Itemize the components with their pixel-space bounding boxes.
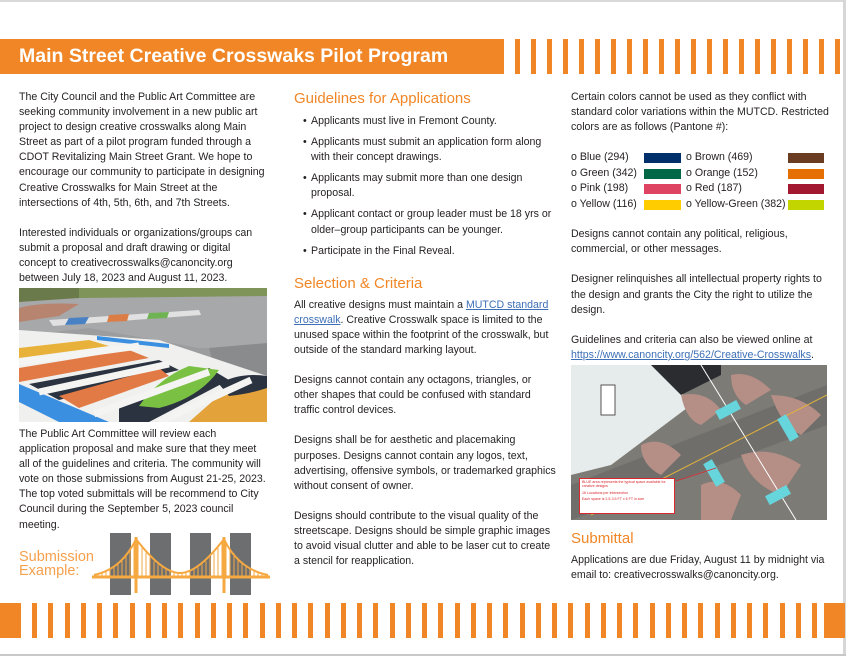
decorative-stripe — [97, 603, 102, 638]
submittal-text: Applications are due Friday, August 11 by midnight via email to: creativecrosswalks@canoncity.org. — [571, 554, 825, 582]
restricted-color-row — [571, 197, 829, 213]
decorative-stripe — [260, 603, 265, 638]
decorative-block — [0, 603, 21, 638]
column-guidelines — [294, 90, 556, 569]
map-note-line: Each space is 2.5-3.5 FT x 6 FT in size — [582, 497, 645, 502]
restricted-color-row — [571, 166, 829, 182]
submittal-heading: Submittal — [571, 530, 634, 547]
color-swatch — [788, 169, 824, 179]
decorative-stripe — [390, 603, 395, 638]
guideline-text: Applicant contact or group leader must be 18 yrs or older–group participants can be younger. — [311, 208, 552, 236]
decorative-stripe — [308, 603, 313, 638]
map-note-line: BLUE area represents the typical space available for creative designs — [582, 480, 666, 489]
column-restrictions — [571, 90, 829, 363]
guideline-item — [294, 171, 556, 201]
decorative-stripe — [563, 39, 568, 74]
bullet-icon: • — [303, 244, 307, 257]
decorative-stripe — [691, 39, 696, 74]
decorative-stripe — [357, 603, 362, 638]
decorative-stripe — [520, 603, 525, 638]
criteria-paragraph-4: Designs should contribute to the visual quality of the streetscape. Designs should be simple graphic images to avoid visual clutter and able to be laser cut to create a stencil for reapplication. — [294, 509, 551, 568]
map-note-line: 16 Locations per intersection — [582, 490, 628, 495]
criteria-text: . Creative Crosswalk space is limited to the unused space within the footprint of the crosswalk, but outside of the standard marking layout. — [294, 313, 549, 357]
restricted-colors-table — [571, 150, 829, 212]
decorative-stripe — [178, 603, 183, 638]
bullet-icon: • — [303, 115, 307, 127]
decorative-stripe — [585, 603, 590, 638]
messages-rule: Designs cannot contain any political, religious, commercial, or other messages. — [571, 228, 788, 256]
criteria-heading: Selection & Criteria — [294, 274, 423, 292]
decorative-stripe — [422, 603, 427, 638]
column-intro — [19, 90, 269, 286]
decorative-stripe — [227, 603, 232, 638]
decorative-stripe — [438, 603, 443, 638]
decorative-stripe — [471, 603, 476, 638]
decorative-stripe — [682, 603, 687, 638]
ip-rule: Designer relinquishes all intellectual property rights to the design and grants the City the right to utilize the design. — [571, 273, 822, 316]
decorative-stripe — [763, 603, 768, 638]
decorative-stripe — [579, 39, 584, 74]
guideline-text: Applicants may submit more than one design proposal. — [311, 172, 523, 200]
decorative-stripe — [65, 603, 70, 638]
bullet-icon: • — [303, 136, 307, 149]
decorative-stripe — [325, 603, 330, 638]
decorative-block — [824, 603, 845, 638]
criteria-paragraph-1 — [294, 298, 556, 358]
decorative-stripe — [611, 39, 616, 74]
column-review — [19, 427, 269, 533]
crosswalk-photo-illustration — [19, 288, 267, 422]
submission-example-label — [19, 550, 94, 578]
color-swatch — [788, 184, 824, 194]
decorative-stripe — [731, 603, 736, 638]
decorative-stripe — [515, 39, 520, 74]
decorative-stripe — [601, 603, 606, 638]
bullet-icon: • — [303, 208, 307, 221]
bridge-icon — [92, 533, 270, 595]
decorative-stripe — [812, 603, 817, 638]
map-annotation — [579, 478, 675, 514]
guideline-text: Participate in the Final Reveal. — [311, 244, 455, 257]
decorative-stripe — [698, 603, 703, 638]
decorative-stripe — [276, 603, 281, 638]
decorative-stripe — [835, 39, 840, 74]
decorative-stripe — [707, 39, 712, 74]
guideline-item — [294, 114, 556, 129]
criteria-paragraph-3: Designs shall be for aesthetic and placemaking purposes. Designs cannot contain any logos, text, advertising, offensive symbols, or trademarked graphics without consent of owner. — [294, 434, 556, 492]
decorative-stripe — [650, 603, 655, 638]
decorative-stripe — [675, 39, 680, 74]
decorative-stripe — [643, 39, 648, 74]
color-label: o Red (187) — [686, 182, 742, 195]
color-swatch — [788, 200, 824, 210]
submit-info-paragraph: Interested individuals or organizations/groups can submit a proposal and draft drawing or digital concept to creativecrosswalks@canoncity.org between July 18, 2023 and August 11, 2023. — [19, 226, 253, 285]
guidelines-list — [294, 114, 556, 259]
decorative-stripe — [503, 603, 508, 638]
color-label: o Green (342) — [571, 166, 637, 179]
color-label: o Pink (198) — [571, 182, 629, 195]
decorative-stripe — [819, 39, 824, 74]
restricted-color-row — [571, 150, 829, 166]
crosswalk-photo — [19, 288, 267, 422]
decorative-stripe — [617, 603, 622, 638]
color-label: o Yellow-Green (382) — [686, 197, 786, 210]
decorative-stripe — [666, 603, 671, 638]
decorative-stripe — [130, 603, 135, 638]
guideline-item — [294, 207, 556, 237]
guideline-item — [294, 135, 556, 165]
decorative-stripe — [723, 39, 728, 74]
bridge-design-example — [92, 533, 270, 595]
page-border-top — [0, 0, 846, 2]
decorative-stripe — [536, 603, 541, 638]
decorative-stripe — [243, 603, 248, 638]
color-label: o Yellow (116) — [571, 197, 637, 210]
decorative-stripe — [780, 603, 785, 638]
criteria-text: All creative designs must maintain a — [294, 298, 466, 311]
creative-crosswalks-url-link[interactable]: https://www.canoncity.org/562/Creative-Crosswalks — [571, 348, 812, 361]
guideline-text: Applicants must submit an application form along with their concept drawings. — [311, 136, 542, 164]
decorative-stripe — [633, 603, 638, 638]
submission-label-line2: Example: — [19, 563, 80, 579]
criteria-paragraph-2: Designs cannot contain any octagons, triangles, or other shapes that could be confused with standard traffic control devices. — [294, 374, 532, 417]
decorative-stripe — [195, 603, 200, 638]
intro-paragraph: The City Council and the Public Art Committee are seeking community involvement in a new public art project to design creative crosswalks along Main Street as part of a pilot program funded through a CDOT Revitalizing Main Street Grant. We hope to encourage our community to participate in designing Creative Crosswalks for Main Street at the intersections of 4th, 5th, 6th, and 7th Streets. — [19, 91, 265, 209]
guideline-text: Applicants must live in Fremont County. — [311, 115, 497, 127]
decorative-stripe — [146, 603, 151, 638]
restricted-color-row — [571, 181, 829, 197]
decorative-stripe — [406, 603, 411, 638]
intersection-map — [571, 365, 827, 520]
decorative-stripe — [755, 39, 760, 74]
decorative-stripe — [292, 603, 297, 638]
column-submittal — [571, 530, 829, 583]
decorative-stripe — [81, 603, 86, 638]
color-swatch — [644, 169, 681, 179]
decorative-stripe — [48, 603, 53, 638]
decorative-stripe — [627, 39, 632, 74]
color-swatch — [644, 200, 681, 210]
page-title: Main Street Creative Crosswaks Pilot Program — [19, 45, 449, 67]
submission-label-line1: Submission — [19, 549, 94, 565]
color-label: o Orange (152) — [686, 166, 758, 179]
mutcd-standard-crosswalk-link[interactable]: MUTCD standard crosswalk — [294, 298, 549, 326]
color-label: o Brown (469) — [686, 151, 753, 164]
decorative-stripe — [771, 39, 776, 74]
decorative-stripe — [455, 603, 460, 638]
decorative-stripe — [531, 39, 536, 74]
decorative-stripe — [487, 603, 492, 638]
decorative-stripe — [796, 603, 801, 638]
color-swatch — [644, 153, 681, 163]
decorative-stripe — [659, 39, 664, 74]
review-paragraph: The Public Art Committee will review each application proposal and make sure that they meet all of the guidelines and criteria. The community will vote on those submissions from August 21-25, 2023. The top voted submittals will be recommend to City Council during the September 5, 2023 council meeting. — [19, 428, 266, 531]
decorative-stripe — [787, 39, 792, 74]
decorative-stripe — [32, 603, 37, 638]
decorative-stripe — [739, 39, 744, 74]
guideline-item — [294, 244, 556, 259]
guidelines-heading: Guidelines for Applications — [294, 90, 471, 107]
online-info — [571, 333, 829, 363]
online-text: Guidelines and criteria can also be viewed online at — [571, 333, 813, 346]
decorative-stripe — [595, 39, 600, 74]
color-swatch — [644, 184, 681, 194]
decorative-stripe — [568, 603, 573, 638]
decorative-stripe — [341, 603, 346, 638]
decorative-stripe — [162, 603, 167, 638]
decorative-stripe — [715, 603, 720, 638]
decorative-stripe — [552, 603, 557, 638]
decorative-stripe — [803, 39, 808, 74]
decorative-stripe — [211, 603, 216, 638]
bullet-icon: • — [303, 172, 307, 185]
color-swatch — [788, 153, 824, 163]
decorative-stripe — [113, 603, 118, 638]
decorative-stripe — [747, 603, 752, 638]
online-suffix: . — [811, 348, 814, 361]
decorative-stripe — [373, 603, 378, 638]
decorative-stripe — [547, 39, 552, 74]
colors-intro: Certain colors cannot be used as they conflict with standard color variations within the MUTCD. Restricted colors are as follows (Pantone #): — [571, 91, 829, 134]
color-label: o Blue (294) — [571, 151, 629, 164]
